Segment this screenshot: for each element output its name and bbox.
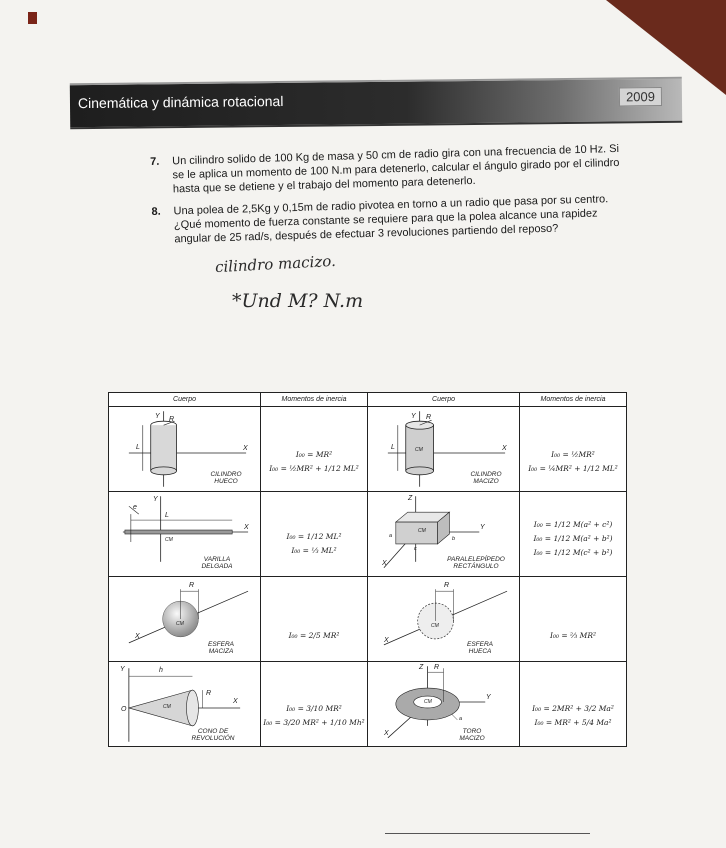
center-of-mass-label: CM (163, 704, 171, 710)
torus-figure (368, 662, 519, 746)
body-label: CILINDRO MACIZO (470, 471, 502, 485)
body-cell-solid-cylinder (368, 407, 520, 492)
axis-label-a: a (389, 533, 393, 539)
inertia-formula: I₀₀ = 3/10 MR² (286, 704, 342, 713)
center-of-mass-label: CM (165, 537, 173, 543)
axis-label-y: Y (480, 524, 485, 531)
formula-cell (520, 407, 627, 492)
signature-line (385, 833, 590, 834)
axis-label-l: L (165, 512, 169, 519)
axis-label-y: Y (155, 413, 160, 420)
body-cell-solid-sphere (109, 577, 261, 662)
center-of-mass-label: CM (431, 623, 439, 629)
inertia-formula: I₀₀ = 2MR² + 3/2 Ma² (532, 704, 614, 713)
formula-cell (261, 407, 368, 492)
axis-label-y: Y (486, 694, 491, 701)
problem-text: Una polea de 2,5Kg y 0,15m de radio pivotea en torno a un radio que pasa por su centro. ¿Qué momento de fuerza constante se requiere para que la polea alcance una rapidez angular de 25 rad/s, después de efectuar 3 revoluciones partiendo del reposo? (173, 193, 609, 246)
problem-list (150, 142, 623, 255)
formula-cell (261, 492, 368, 577)
formula-cell (520, 662, 627, 747)
origin-label: O (121, 706, 127, 713)
inertia-formula: I₀₀ = MR² + 5/4 Ma² (534, 718, 612, 727)
axis-label-y: Y (411, 413, 416, 420)
inertia-formula: I₀₀ = ½MR² + 1/12 ML² (269, 464, 359, 473)
table-header-row (109, 393, 627, 407)
body-label: CILINDRO HUECO (210, 471, 242, 485)
axis-label-y: Y (153, 496, 158, 503)
body-label: VARILLA DELGADA (201, 556, 233, 570)
axis-label-x: X (244, 524, 249, 531)
body-cell-hollow-cylinder (109, 407, 261, 492)
body-cell-rectangular-box (368, 492, 520, 577)
problem-number: 7. (150, 155, 160, 168)
axis-label-h: h (159, 667, 163, 674)
axis-label-x: X (233, 698, 238, 705)
axis-label-z: Z (408, 495, 413, 502)
table-row (109, 407, 627, 492)
column-header: Momentos de inercia (520, 393, 627, 407)
axis-label-z: Z (419, 664, 424, 671)
body-cell-hollow-sphere (368, 577, 520, 662)
axis-label-l: L (391, 444, 395, 451)
axis-label-y: Y (120, 666, 125, 673)
axis-label-x: X (135, 633, 140, 640)
inertia-formula: I₀₀ = 2/5 MR² (288, 631, 340, 640)
axis-label-r: R (444, 582, 450, 589)
inertia-formula: I₀₀ = 3/20 MR² + 1/10 Mh² (263, 718, 365, 727)
problem-text: Un cilindro solido de 100 Kg de masa y 50 cm de radio gira con una frecuencia de 10 Hz. Si se le aplica un momento de 100 N.m para detenerlo, calcular el ángulo girado por el cilindro hasta que se detiene y el trabajo del momento para detenerlo. (172, 142, 620, 196)
body-label: ESFERA MACIZA (207, 641, 234, 655)
body-cell-cone (109, 662, 261, 747)
problem-number: 8. (151, 205, 161, 218)
inertia-formula: I₀₀ = ⅔ MR² (549, 631, 596, 640)
center-of-mass-label: CM (418, 528, 426, 534)
axis-label-e: e (133, 504, 137, 511)
handwritten-note: *Und M? N.m (232, 290, 364, 312)
section-title: Cinemática y dinámica rotacional (77, 92, 284, 112)
inertia-formula: I₀₀ = ½MR² (551, 450, 595, 459)
axis-label-a: a (459, 716, 463, 722)
page-number: 2009 (619, 87, 662, 106)
inertia-formula: I₀₀ = 1/12 ML² (286, 532, 342, 541)
axis-label-r: R (426, 414, 432, 421)
problem-7 (150, 142, 621, 197)
corner-mark (28, 12, 37, 24)
section-header (70, 77, 682, 129)
table-row (109, 662, 627, 747)
column-header: Cuerpo (109, 393, 261, 407)
center-of-mass-label: CM (176, 621, 184, 627)
axis-label-x: X (384, 730, 389, 737)
body-cell-thin-rod (109, 492, 261, 577)
column-header: Momentos de inercia (261, 393, 368, 407)
formula-cell (261, 577, 368, 662)
inertia-formula: I₀₀ = 1/12 M(a² + c²) (533, 520, 613, 529)
body-label: TORO MACIZO (459, 728, 485, 742)
axis-label-x: X (502, 445, 507, 452)
center-of-mass-label: CM (415, 447, 423, 453)
handwritten-note: cilindro macizo. (214, 251, 337, 277)
axis-label-x: X (382, 560, 387, 567)
axis-label-x: X (243, 445, 248, 452)
axis-label-c: c (414, 546, 417, 552)
body-label: PARALELEPÍPEDO RECTÁNGULO (447, 556, 505, 570)
axis-label-r: R (206, 690, 212, 697)
axis-label-r: R (434, 664, 440, 671)
problem-8 (151, 192, 622, 247)
formula-cell (520, 577, 627, 662)
axis-label-b: b (452, 536, 456, 542)
inertia-formula: I₀₀ = 1/12 M(a² + b²) (533, 534, 613, 543)
table-row (109, 492, 627, 577)
table-row (109, 577, 627, 662)
formula-cell (520, 492, 627, 577)
inertia-formula: I₀₀ = 1/12 M(c² + b²) (533, 548, 613, 557)
body-label: ESFERA HUECA (466, 641, 493, 655)
axis-label-x: X (384, 637, 389, 644)
body-label: CONO DE REVOLUCIÓN (191, 728, 235, 742)
axis-label-r: R (169, 416, 175, 423)
axis-label-l: L (136, 444, 140, 451)
formula-cell (261, 662, 368, 747)
inertia-formula: I₀₀ = MR² (295, 450, 333, 459)
inertia-formula: I₀₀ = ¼MR² + 1/12 ML² (528, 464, 618, 473)
axis-label-r: R (189, 582, 195, 589)
center-of-mass-label: CM (424, 699, 432, 705)
inertia-formula: I₀₀ = ⅓ ML² (291, 546, 337, 555)
body-cell-torus (368, 662, 520, 747)
inertia-table (108, 392, 626, 746)
column-header: Cuerpo (368, 393, 520, 407)
